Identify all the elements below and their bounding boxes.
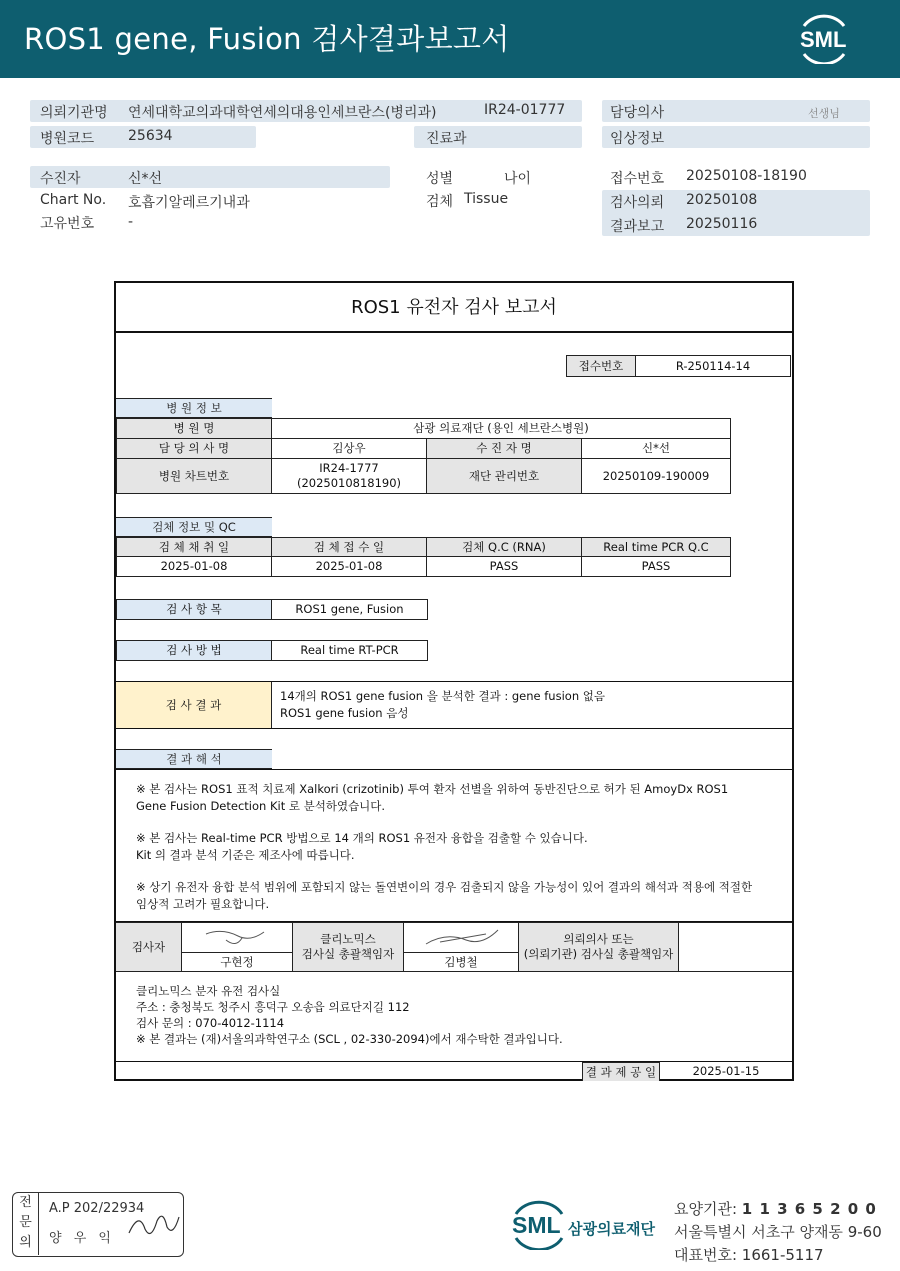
request-date-label: 검사의뢰 (610, 195, 665, 211)
mgmt-value: 20250109-190009 (581, 458, 731, 494)
method-value: Real time RT-PCR (271, 640, 428, 661)
result-text (280, 688, 605, 722)
inspector-label: 검사자 (116, 922, 182, 972)
sml-logo (796, 14, 852, 64)
stamp-char-3: 의 (19, 1235, 32, 1250)
provide-label: 결 과 제 공 일 (582, 1062, 660, 1081)
specialist-stamp (12, 1192, 184, 1257)
mgmt-label: 재단 관리번호 (426, 458, 582, 494)
specimen-label: 검체 (426, 194, 454, 210)
header-bar (0, 0, 900, 78)
org-address: 서울특별시 서초구 양재동 9-60 (674, 1223, 882, 1241)
clinical-label: 임상정보 (610, 131, 665, 147)
lab-chief-label (292, 922, 404, 972)
result-line1: 14개의 ROS1 gene fusion 을 분석한 결과 : gene fusion 없음 (280, 689, 605, 703)
result-bottom-line (116, 728, 792, 729)
interp-3: Kit 의 결과 분석 기준은 제조사에 따릅니다. (136, 848, 355, 862)
stamp-line1: A.P 202/22934 (49, 1201, 145, 1216)
stamp-char-2: 문 (19, 1215, 32, 1230)
logo-text: SML (800, 27, 847, 52)
lab-info (136, 983, 756, 1047)
code-row (674, 1198, 877, 1219)
qc-rna-label: 검체 Q.C (RNA) (426, 537, 582, 557)
interp-4: ※ 상기 유전자 융합 분석 범위에 포함되지 않는 돌연변이의 경우 검출되지 않을 가능성이 있어 결과의 해석과 적용에 적절한 임상적 고려가 필요합니다. (136, 880, 753, 911)
code-label: 요양기관: (674, 1200, 738, 1218)
qc-pcr-value: PASS (581, 556, 731, 577)
interp-top-line (116, 769, 792, 770)
lab-chief-signature (403, 922, 519, 953)
qc-rna-value: PASS (426, 556, 582, 577)
interp-1: ※ 본 검사는 ROS1 표적 치료제 Xalkori (crizotinib) 투여 환자 선별을 위하여 동반진단으로 허가 된 AmoyDx ROS1 Gene Fusion Detection Kit 로 분석하였습니다. (136, 782, 729, 813)
doctor-label: 담 당 의 사 명 (116, 438, 272, 459)
chart-label: Chart No. (40, 192, 107, 208)
result-line2: ROS1 gene fusion 음성 (280, 706, 409, 720)
stamp-signature-icon (125, 1207, 183, 1243)
doctor-label: 담당의사 (610, 105, 665, 121)
chart-value: 호흡기알레르기내과 (128, 195, 250, 211)
code-value: 1 1 3 6 5 2 0 0 (741, 1200, 877, 1218)
hospital-code-label: 병원코드 (40, 131, 95, 147)
lab-chief-label-2: 검사실 총괄책임자 (301, 947, 395, 961)
qc-section: 검체 정보 및 QC (116, 517, 272, 537)
chart-value-line2: (2025010818190) (296, 476, 402, 490)
specimen-value: Tissue (464, 191, 509, 207)
hospital-section: 병 원 정 보 (116, 398, 272, 418)
stamp-char-1: 전 (19, 1195, 32, 1210)
request-date: 20250108 (686, 192, 758, 208)
item-value: ROS1 gene, Fusion (271, 599, 428, 620)
chart-label: 병원 차트번호 (116, 458, 272, 494)
inspector-name: 구현정 (181, 952, 293, 972)
dept-label: 진료과 (426, 131, 467, 147)
org-logo (510, 1200, 568, 1250)
lab-inquiry: 검사 문의 : 070-4012-1114 (136, 1016, 285, 1030)
receipt-value: 20250108-18190 (686, 168, 807, 184)
report-receipt-value: R-250114-14 (635, 355, 791, 377)
result-date: 20250116 (686, 216, 758, 232)
req-chief-label-1: 의뢰의사 또는 (563, 932, 634, 947)
patient-name: 신*선 (128, 171, 163, 187)
req-chief-label (518, 922, 679, 972)
phone-label: 대표번호: (674, 1246, 738, 1264)
request-no: IR24-01777 (484, 102, 566, 118)
requester-value: 연세대학교의과대학연세의대용인세브란스(병리과) (128, 105, 437, 121)
stamp-line2: 양 우 익 (49, 1231, 115, 1246)
requester-label: 의뢰기관명 (40, 105, 108, 121)
report-receipt-label: 접수번호 (566, 355, 636, 377)
hospital-name-label: 병 원 명 (116, 418, 272, 439)
result-date-label: 결과보고 (610, 219, 665, 235)
lab-chief-name: 김병철 (403, 952, 519, 972)
org-name: 삼광의료재단 (568, 1220, 655, 1238)
method-label: 검 사 방 법 (116, 640, 272, 661)
qc-pcr-label: Real time PCR Q.C (581, 537, 731, 557)
page-title: ROS1 gene, Fusion 검사결과보고서 (24, 22, 510, 56)
stamp-vertical (13, 1193, 39, 1255)
sex-label: 성별 (426, 171, 454, 187)
lab-address: 주소 : 충청북도 청주시 흥덕구 오송읍 의료단지길 112 (136, 1000, 410, 1014)
receive-label: 검 체 접 수 일 (271, 537, 427, 557)
interp-section: 결 과 해 석 (116, 749, 272, 769)
phone-value: 1661-5117 (741, 1246, 824, 1264)
receive-date: 2025-01-08 (271, 556, 427, 577)
phone-row (674, 1244, 824, 1265)
req-chief-signature (678, 922, 792, 972)
doctor-suffix: 선생님 (808, 107, 840, 120)
signature-icon (416, 926, 506, 950)
chart-value-line1: IR24-1777 (319, 461, 379, 476)
age-label: 나이 (504, 171, 532, 187)
inspector-signature (181, 922, 293, 953)
lab-name: 클리노믹스 분자 유전 검사실 (136, 984, 281, 998)
unique-value: - (128, 214, 134, 230)
item-label: 검 사 항 목 (116, 599, 272, 620)
interp-2: ※ 본 검사는 Real-time PCR 방법으로 14 개의 ROS1 유전자 융합을 검출할 수 있습니다. (136, 831, 588, 845)
patient-label: 수 진 자 명 (426, 438, 582, 459)
signature-icon (192, 926, 282, 950)
collect-date: 2025-01-08 (116, 556, 272, 577)
lab-note: ※ 본 결과는 (재)서울의과학연구소 (SCL , 02-330-2094)에서 재수탁한 결과입니다. (136, 1032, 563, 1046)
collect-label: 검 체 채 취 일 (116, 537, 272, 557)
req-chief-label-2: (의뢰기관) 검사실 총괄책임자 (523, 947, 674, 961)
unique-label: 고유번호 (40, 216, 95, 232)
doctor-name: 김상우 (271, 438, 427, 459)
hospital-name: 삼광 의료재단 (용인 세브란스병원) (271, 418, 731, 439)
patient-name: 신*선 (581, 438, 731, 459)
lab-chief-label-1: 클리노믹스 (320, 932, 376, 947)
patient-label: 수진자 (40, 171, 81, 187)
report-title: ROS1 유전자 검사 보고서 (116, 283, 792, 333)
result-label: 검 사 결 과 (116, 682, 272, 728)
hospital-code: 25634 (128, 128, 173, 144)
patient-bar (30, 166, 390, 188)
report-document (114, 281, 794, 1081)
chart-value (271, 458, 427, 494)
org-logo-text: SML (512, 1212, 561, 1238)
receipt-label: 접수번호 (610, 171, 665, 187)
provide-date: 2025-01-15 (659, 1062, 792, 1081)
